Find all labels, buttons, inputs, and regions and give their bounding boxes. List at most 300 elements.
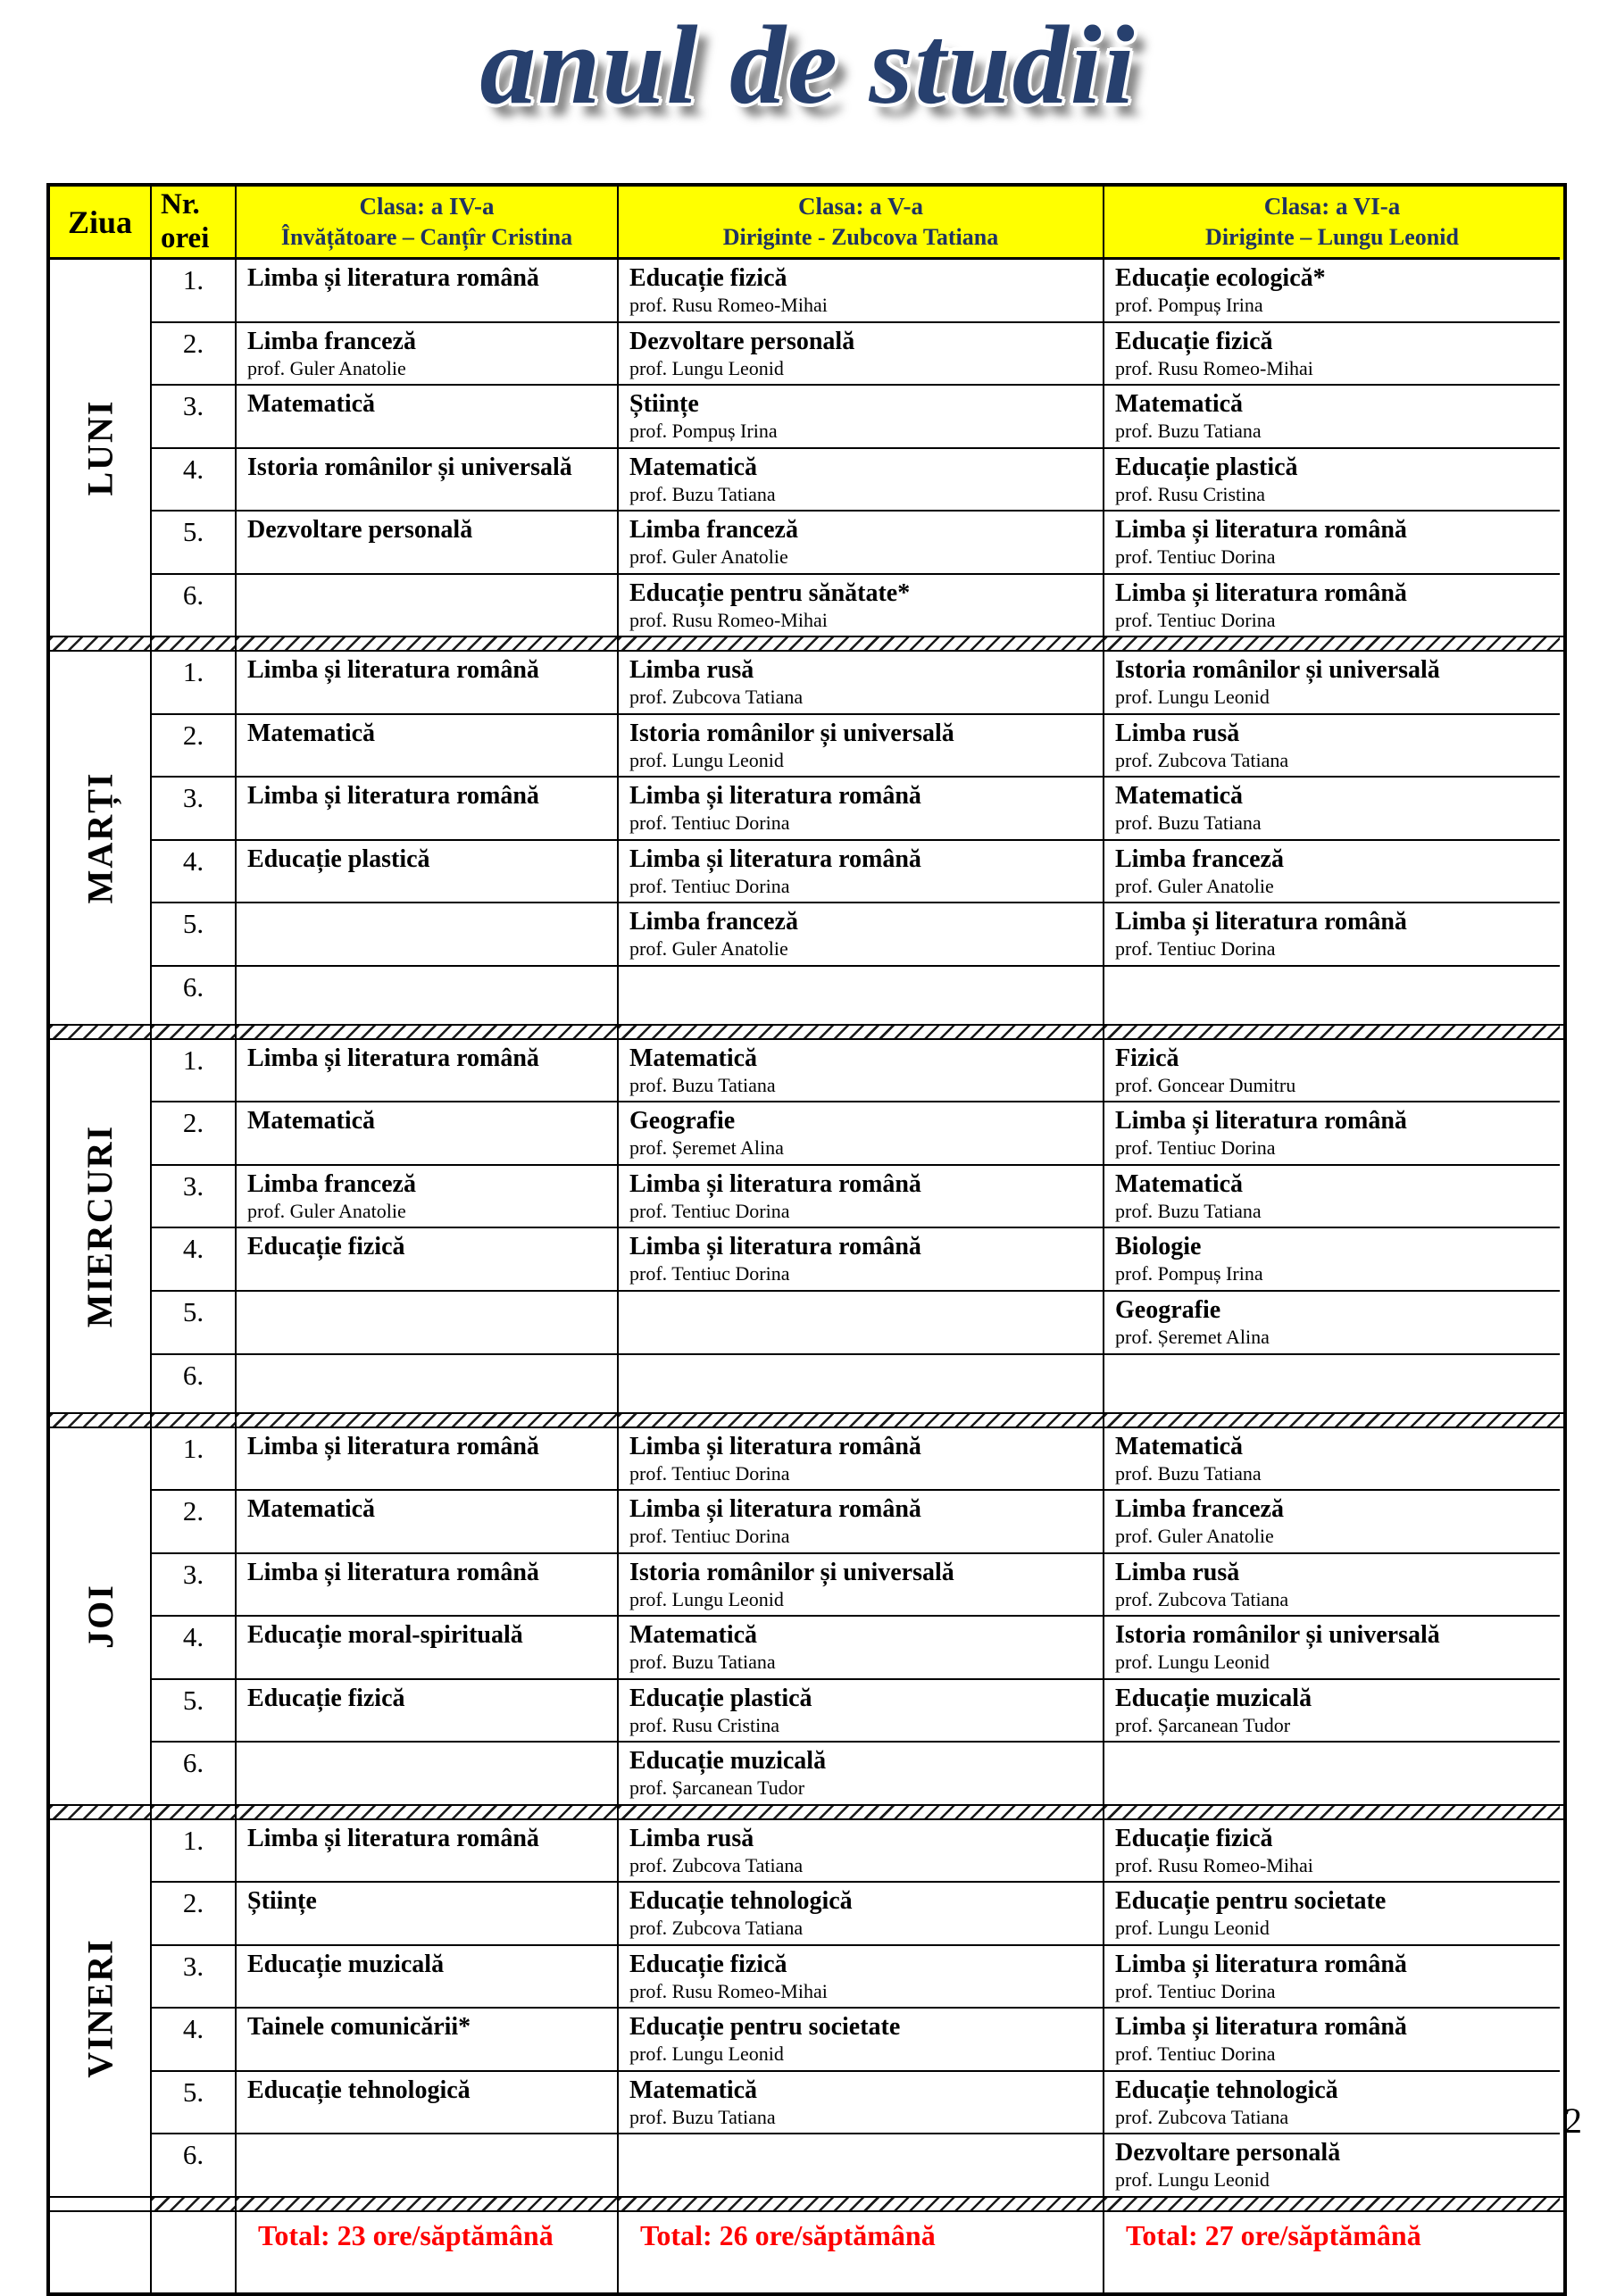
lesson-cell (1103, 967, 1560, 1024)
lesson-cell (1103, 841, 1560, 904)
lesson-cell (617, 1617, 1103, 1680)
teacher-name: prof. Lungu Leonid (1115, 2168, 1270, 2192)
lesson-number: 5. (150, 2072, 235, 2135)
lesson-cell (617, 967, 1103, 1024)
subject-name: Istoria românilor și universală (1115, 1621, 1440, 1650)
lesson-cell (617, 260, 1103, 323)
lesson-number: 5. (150, 903, 235, 967)
teacher-name: prof. Lungu Leonid (629, 2042, 784, 2066)
teacher-name: prof. Buzu Tatiana (1115, 1461, 1262, 1485)
lesson-number: 5. (150, 512, 235, 575)
subject-name: Limba și literatura română (629, 1233, 921, 1261)
lesson-number: 4. (150, 841, 235, 904)
subject-name: Istoria românilor și universală (629, 719, 954, 747)
lesson-cell (1103, 1680, 1560, 1743)
lesson-cell (235, 575, 617, 636)
subject-name: Educație fizică (1115, 1824, 1273, 1852)
lesson-cell (617, 903, 1103, 967)
subject-name: Limba franceză (629, 516, 798, 545)
lesson-cell (235, 323, 617, 387)
lesson-cell (617, 1743, 1103, 1804)
separator-segment (617, 1806, 1103, 1818)
subject-name: Matematică (1115, 1432, 1244, 1460)
separator-segment (235, 1414, 617, 1427)
teacher-name: prof. Zubcova Tatiana (1115, 748, 1289, 771)
teacher-name: prof. Tentiuc Dorina (629, 1199, 790, 1222)
lesson-cell (1103, 575, 1560, 636)
teacher-name: prof. Buzu Tatiana (629, 1073, 776, 1096)
lesson-cell (1103, 1491, 1560, 1554)
lesson-cell (235, 386, 617, 449)
lesson-cell (235, 2134, 617, 2196)
lesson-cell (617, 323, 1103, 387)
subject-name: Educație ecologică* (1115, 264, 1326, 292)
teacher-name: prof. Tentiuc Dorina (1115, 1979, 1276, 2002)
teacher-name: prof. Tentiuc Dorina (1115, 2042, 1276, 2066)
lesson-cell (235, 1491, 617, 1554)
day-label: VINERI (79, 1938, 121, 2078)
subject-name: Limba franceză (247, 327, 416, 355)
teacher-name: prof. Guler Anatolie (629, 545, 788, 569)
subject-name: Limba rusă (629, 656, 754, 685)
subject-name: Limba rusă (629, 1824, 754, 1852)
day-label-cell (50, 1820, 150, 2196)
lesson-cell (235, 1820, 617, 1884)
subject-name: Limba și literatura română (1115, 2013, 1407, 2042)
col-header-clasa-5 (617, 187, 1103, 260)
total-empty-nr (150, 2212, 235, 2292)
teacher-name: prof. Buzu Tatiana (629, 2105, 776, 2128)
subject-name: Dezvoltare personală (629, 327, 855, 355)
subject-name: Matematică (629, 453, 758, 481)
total-cell-clasa-5: Total: 26 ore/săptămână (617, 2212, 1103, 2292)
clasa-6-teacher: Diriginte – Lungu Leonid (1205, 224, 1459, 251)
teacher-name: prof. Buzu Tatiana (1115, 420, 1262, 443)
total-cell-clasa-4: Total: 23 ore/săptămână (235, 2212, 617, 2292)
teacher-name: prof. Pompuș Irina (629, 420, 778, 443)
separator-segment (617, 2198, 1103, 2210)
lesson-cell (1103, 903, 1560, 967)
teacher-name: prof. Guler Anatolie (1115, 874, 1274, 897)
lesson-cell (617, 512, 1103, 575)
day-separator (50, 1804, 1563, 1820)
lesson-cell (1103, 2134, 1560, 2196)
lesson-cell (1103, 1228, 1560, 1292)
subject-name: Educație tehnologică (629, 1887, 853, 1916)
lesson-number: 6. (150, 1743, 235, 1804)
lesson-cell (617, 449, 1103, 512)
teacher-name: prof. Tentiuc Dorina (629, 1525, 790, 1548)
day-block-vineri (50, 1820, 1563, 2196)
lesson-number: 1. (150, 1040, 235, 1103)
subject-name: Limba rusă (1115, 1558, 1240, 1586)
subject-name: Științe (247, 1887, 317, 1916)
lesson-cell (1103, 1292, 1560, 1355)
teacher-name: prof. Lungu Leonid (629, 356, 784, 379)
separator-segment (1103, 2198, 1560, 2210)
lesson-cell (1103, 449, 1560, 512)
lesson-cell (235, 1554, 617, 1618)
subject-name: Științe (629, 390, 699, 419)
lesson-cell (617, 652, 1103, 715)
total-row (50, 2212, 1563, 2292)
subject-name: Matematică (629, 1044, 758, 1072)
teacher-name: prof. Lungu Leonid (629, 1587, 784, 1610)
lesson-cell (1103, 715, 1560, 778)
lesson-cell (235, 512, 617, 575)
teacher-name: prof. Lungu Leonid (1115, 686, 1270, 709)
lesson-cell (1103, 1166, 1560, 1229)
lesson-cell (1103, 2009, 1560, 2072)
subject-name: Educație tehnologică (1115, 2076, 1338, 2104)
subject-name: Limba și literatura română (1115, 516, 1407, 545)
col-header-nr-line2: orei (161, 221, 210, 254)
lesson-cell (617, 778, 1103, 841)
lesson-cell (1103, 1554, 1560, 1618)
subject-name: Educație pentru societate (1115, 1887, 1387, 1916)
subject-name: Limba și literatura română (1115, 1107, 1407, 1136)
lesson-cell (617, 2072, 1103, 2135)
day-block-luni (50, 260, 1563, 636)
clasa-5-teacher: Diriginte - Zubcova Tatiana (722, 224, 999, 251)
lesson-cell (617, 2134, 1103, 2196)
lesson-number: 4. (150, 449, 235, 512)
lesson-cell (1103, 1617, 1560, 1680)
clasa-4-title: Clasa: a IV-a (359, 193, 495, 220)
lesson-number: 2. (150, 1883, 235, 1946)
teacher-name: prof. Tentiuc Dorina (1115, 937, 1276, 961)
lesson-number: 3. (150, 1166, 235, 1229)
teacher-name: prof. Pompuș Irina (1115, 294, 1263, 317)
subject-name: Matematică (629, 2076, 758, 2104)
teacher-name: prof. Șarcanean Tudor (1115, 1713, 1291, 1736)
day-label: JOI (79, 1583, 121, 1649)
subject-name: Limba și literatura română (247, 1432, 539, 1460)
separator-segment (50, 637, 150, 650)
separator-segment (150, 1806, 235, 1818)
teacher-name: prof. Șeremet Alina (629, 1136, 784, 1160)
lesson-cell (617, 1428, 1103, 1492)
separator-segment (617, 637, 1103, 650)
lesson-cell (1103, 1102, 1560, 1166)
separator-segment (150, 1414, 235, 1427)
teacher-name: prof. Guler Anatolie (1115, 1525, 1274, 1548)
teacher-name: prof. Rusu Romeo-Mihai (629, 1979, 828, 2002)
clasa-4-teacher: Învățătoare – Canțîr Cristina (280, 224, 573, 251)
subject-name: Limba și literatura română (629, 1432, 921, 1460)
subject-name: Limba și literatura română (1115, 1950, 1407, 1978)
subject-name: Biologie (1115, 1233, 1202, 1261)
lesson-number: 4. (150, 1228, 235, 1292)
subject-name: Educație moral-spirituală (247, 1621, 523, 1650)
teacher-name: prof. Pompuș Irina (1115, 1262, 1263, 1285)
subject-name: Educație muzicală (247, 1950, 445, 1978)
separator-segment (50, 1026, 150, 1038)
lesson-cell (1103, 260, 1560, 323)
lesson-cell (617, 1883, 1103, 1946)
separator-segment (150, 1026, 235, 1038)
teacher-name: prof. Rusu Cristina (1115, 482, 1266, 505)
lesson-cell (235, 1428, 617, 1492)
separator-segment (150, 2198, 235, 2210)
teacher-name: prof. Rusu Romeo-Mihai (1115, 1853, 1313, 1876)
subject-name: Dezvoltare personală (1115, 2139, 1341, 2167)
teacher-name: prof. Tentiuc Dorina (1115, 1136, 1276, 1160)
day-block-miercuri (50, 1040, 1563, 1412)
lesson-cell (1103, 1040, 1560, 1103)
separator-segment (235, 1806, 617, 1818)
teacher-name: prof. Rusu Romeo-Mihai (629, 608, 828, 631)
lesson-number: 4. (150, 2009, 235, 2072)
subject-name: Educație fizică (629, 1950, 787, 1978)
teacher-name: prof. Tentiuc Dorina (629, 1461, 790, 1485)
lesson-cell (617, 1228, 1103, 1292)
page-number: 2 (1564, 2101, 1582, 2141)
teacher-name: prof. Lungu Leonid (1115, 1917, 1270, 1940)
subject-name: Limba rusă (1115, 719, 1240, 747)
schedule-table (46, 183, 1567, 2296)
lesson-cell (235, 1743, 617, 1804)
col-header-clasa-6 (1103, 187, 1560, 260)
subject-name: Limba și literatura română (247, 1824, 539, 1852)
teacher-name: prof. Rusu Cristina (629, 1713, 780, 1736)
teacher-name: prof. Guler Anatolie (247, 356, 406, 379)
teacher-name: prof. Buzu Tatiana (629, 1651, 776, 1674)
lesson-cell (617, 1292, 1103, 1355)
page-title: anul de studii (479, 4, 1137, 128)
subject-name: Limba și literatura română (629, 1495, 921, 1524)
separator-segment (50, 1806, 150, 1818)
subject-name: Matematică (1115, 390, 1244, 419)
subject-name: Geografie (629, 1107, 736, 1136)
lesson-number: 1. (150, 1428, 235, 1492)
separator-segment (1103, 1414, 1560, 1427)
subject-name: Educație pentru societate (629, 2013, 901, 2042)
lesson-cell (617, 841, 1103, 904)
lesson-cell (235, 1040, 617, 1103)
lesson-cell (235, 778, 617, 841)
lesson-number: 1. (150, 1820, 235, 1884)
lesson-number: 1. (150, 652, 235, 715)
subject-name: Limba franceză (629, 908, 798, 936)
subject-name: Educație plastică (247, 844, 430, 873)
teacher-name: prof. Tentiuc Dorina (629, 1262, 790, 1285)
day-label: MARȚI (79, 771, 121, 904)
subject-name: Limba și literatura română (247, 1044, 539, 1072)
separator-segment (235, 2198, 617, 2210)
lesson-cell (617, 1491, 1103, 1554)
subject-name: Limba și literatura română (629, 782, 921, 811)
schedule-body (50, 260, 1563, 2292)
subject-name: Matematică (1115, 1169, 1244, 1198)
subject-name: Limba franceză (1115, 1495, 1284, 1524)
lesson-cell (235, 1946, 617, 2009)
lesson-cell (617, 1355, 1103, 1412)
lesson-cell (1103, 778, 1560, 841)
clasa-6-title: Clasa: a VI-a (1263, 193, 1401, 220)
subject-name: Istoria românilor și universală (247, 453, 572, 481)
subject-name: Matematică (247, 1495, 376, 1524)
lesson-number: 6. (150, 2134, 235, 2196)
lesson-cell (1103, 2072, 1560, 2135)
lesson-cell (617, 1680, 1103, 1743)
subject-name: Fizică (1115, 1044, 1179, 1072)
day-label: MIERCURI (79, 1124, 121, 1327)
lesson-cell (1103, 386, 1560, 449)
lesson-cell (617, 715, 1103, 778)
separator-segment (1103, 1026, 1560, 1038)
day-label: LUNI (79, 399, 121, 496)
lesson-cell (235, 652, 617, 715)
teacher-name: prof. Zubcova Tatiana (629, 1853, 804, 1876)
lesson-cell (235, 1883, 617, 1946)
separator-segment (1103, 637, 1560, 650)
subject-name: Matematică (1115, 782, 1244, 811)
total-cell-clasa-6: Total: 27 ore/săptămână (1103, 2212, 1560, 2292)
subject-name: Dezvoltare personală (247, 516, 473, 545)
day-label-cell (50, 1428, 150, 1804)
lesson-number: 6. (150, 575, 235, 636)
subject-name: Educație pentru sănătate* (629, 578, 911, 607)
lesson-cell (235, 1228, 617, 1292)
teacher-name: prof. Buzu Tatiana (1115, 811, 1262, 835)
subject-name: Limba și literatura română (247, 264, 539, 292)
subject-name: Educație fizică (629, 264, 787, 292)
teacher-name: prof. Buzu Tatiana (629, 482, 776, 505)
lesson-cell (235, 903, 617, 967)
lesson-cell (617, 1820, 1103, 1884)
lesson-cell (617, 1166, 1103, 1229)
header-row (50, 187, 1563, 260)
teacher-name: prof. Tentiuc Dorina (1115, 545, 1276, 569)
lesson-cell (617, 1102, 1103, 1166)
teacher-name: prof. Tentiuc Dorina (1115, 608, 1276, 631)
subject-name: Matematică (247, 1107, 376, 1136)
separator-segment (50, 2198, 150, 2210)
teacher-name: prof. Zubcova Tatiana (629, 1917, 804, 1940)
day-label-cell (50, 260, 150, 636)
clasa-5-title: Clasa: a V-a (798, 193, 923, 220)
lesson-cell (1103, 512, 1560, 575)
day-separator (50, 2196, 1563, 2212)
lesson-cell (1103, 1428, 1560, 1492)
total-empty-ziua (50, 2212, 150, 2292)
lesson-number: 4. (150, 1617, 235, 1680)
lesson-cell (235, 715, 617, 778)
subject-name: Educație plastică (1115, 453, 1298, 481)
lesson-cell (617, 386, 1103, 449)
lesson-cell (235, 1355, 617, 1412)
lesson-number: 1. (150, 260, 235, 323)
teacher-name: prof. Șeremet Alina (1115, 1326, 1270, 1348)
teacher-name: prof. Guler Anatolie (247, 1199, 406, 1222)
lesson-cell (1103, 1355, 1560, 1412)
lesson-number: 3. (150, 386, 235, 449)
lesson-cell (1103, 1820, 1560, 1884)
lesson-cell (617, 2009, 1103, 2072)
subject-name: Educație tehnologică (247, 2076, 471, 2104)
lesson-cell (235, 1166, 617, 1229)
separator-segment (150, 637, 235, 650)
subject-name: Limba și literatura română (247, 656, 539, 685)
day-separator (50, 1024, 1563, 1040)
lesson-number: 2. (150, 1102, 235, 1166)
separator-segment (235, 637, 617, 650)
subject-name: Limba și literatura română (1115, 908, 1407, 936)
lesson-cell (235, 1680, 617, 1743)
separator-segment (1103, 1806, 1560, 1818)
lesson-cell (235, 967, 617, 1024)
subject-name: Educație fizică (247, 1684, 405, 1712)
subject-name: Limba franceză (247, 1169, 416, 1198)
teacher-name: prof. Guler Anatolie (629, 937, 788, 961)
lesson-cell (1103, 1946, 1560, 2009)
subject-name: Educație muzicală (629, 1747, 827, 1776)
lesson-number: 5. (150, 1292, 235, 1355)
col-header-ziua-label: Ziua (67, 204, 133, 240)
day-label-cell (50, 652, 150, 1024)
lesson-cell (617, 575, 1103, 636)
teacher-name: prof. Zubcova Tatiana (1115, 1587, 1289, 1610)
subject-name: Educație fizică (1115, 327, 1273, 355)
lesson-number: 6. (150, 967, 235, 1024)
teacher-name: prof. Rusu Romeo-Mihai (629, 294, 828, 317)
teacher-name: prof. Tentiuc Dorina (629, 874, 790, 897)
col-header-ziua (50, 187, 150, 260)
teacher-name: prof. Goncear Dumitru (1115, 1073, 1296, 1096)
subject-name: Limba și literatura română (629, 844, 921, 873)
lesson-cell (1103, 652, 1560, 715)
teacher-name: prof. Zubcova Tatiana (1115, 2105, 1289, 2128)
subject-name: Istoria românilor și universală (629, 1558, 954, 1586)
day-block-marți (50, 652, 1563, 1024)
teacher-name: prof. Rusu Romeo-Mihai (1115, 356, 1313, 379)
col-header-nr-orei (150, 187, 235, 260)
subject-name: Matematică (247, 390, 376, 419)
separator-segment (617, 1026, 1103, 1038)
lesson-cell (235, 2072, 617, 2135)
day-separator (50, 636, 1563, 652)
lesson-cell (235, 1292, 617, 1355)
lesson-cell (617, 1040, 1103, 1103)
separator-segment (235, 1026, 617, 1038)
col-header-clasa-4 (235, 187, 617, 260)
lesson-number: 2. (150, 715, 235, 778)
lesson-number: 3. (150, 1554, 235, 1618)
teacher-name: prof. Tentiuc Dorina (629, 811, 790, 835)
subject-name: Limba și literatura română (247, 782, 539, 811)
lesson-cell (235, 449, 617, 512)
lesson-cell (617, 1946, 1103, 2009)
lesson-number: 3. (150, 778, 235, 841)
subject-name: Tainele comunicării* (247, 2013, 471, 2042)
subject-name: Matematică (247, 719, 376, 747)
separator-segment (50, 1414, 150, 1427)
lesson-cell (617, 1554, 1103, 1618)
subject-name: Istoria românilor și universală (1115, 656, 1440, 685)
separator-segment (617, 1414, 1103, 1427)
lesson-cell (1103, 1743, 1560, 1804)
teacher-name: prof. Zubcova Tatiana (629, 686, 804, 709)
teacher-name: prof. Lungu Leonid (1115, 1651, 1270, 1674)
teacher-name: prof. Șarcanean Tudor (629, 1776, 805, 1800)
day-label-cell (50, 1040, 150, 1412)
lesson-cell (1103, 1883, 1560, 1946)
teacher-name: prof. Lungu Leonid (629, 748, 784, 771)
lesson-number: 2. (150, 1491, 235, 1554)
lesson-number: 6. (150, 1355, 235, 1412)
subject-name: Limba și literatura română (1115, 578, 1407, 607)
